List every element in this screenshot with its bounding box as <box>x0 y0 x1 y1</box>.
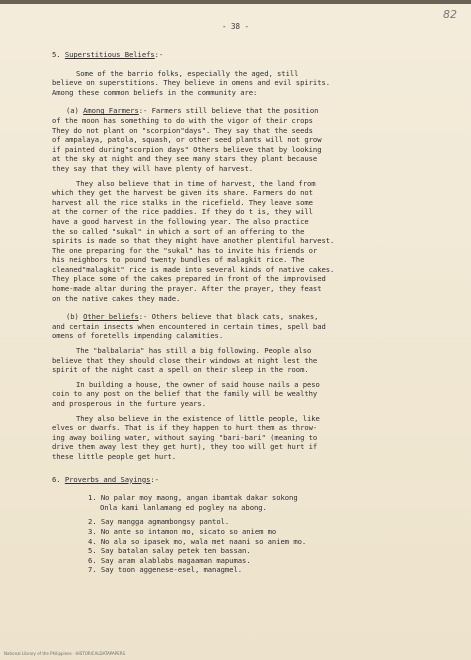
paragraph-line: They place some of the cakes prepared in front of the improvised <box>52 274 326 284</box>
paragraph-line: cleaned"malagkit" rice is made into several kinds of native cakes. <box>52 264 335 274</box>
sub-a-first-line: (a) Among Farmers:- Farmers still believe that the position <box>66 106 319 116</box>
paragraph-line: The "balbalaria" has still a big following. People also <box>76 346 312 356</box>
paragraph-line: the so called "sukal" in which a sort of an offering to the <box>52 226 305 236</box>
sub-b-first-line: (b) Other beliefs:- Others believe that black cats, snakes, <box>66 312 319 322</box>
paragraph-line: and certain insects when encountered in certain times, spell bad <box>52 321 326 331</box>
paragraph-line: In building a house, the owner of said house nails a peso <box>76 379 320 389</box>
paragraph-line: They also believe in the existence of little people, like <box>76 413 320 423</box>
page-number: - 38 - <box>221 22 250 31</box>
intro-line: Some of the barrio folks, especially the aged, still <box>76 68 299 78</box>
intro-line: Among these common beliefs in the community are: <box>52 87 258 97</box>
paragraph-line: and prosperous in the furture years. <box>52 399 206 408</box>
sub-b-title: Other beliefs <box>83 312 139 322</box>
proverb-item-continued: Onla kami lanlamang ed pogley na abong. <box>100 502 267 512</box>
archive-footer: National Library of the Philippines · HISTORICALDATAPAPERS <box>4 651 126 656</box>
paragraph-line: these little people get hurt. <box>52 451 177 461</box>
paragraph-line: ing away boiling water, without saying "bari-bari" (meaning to <box>52 432 318 442</box>
proverb-item: 4. No ala so ipasek mo, wala met naani so aniem mo. <box>88 536 307 546</box>
proverb-item: 1. No palar moy maong, angan ibamtak dakar sokong <box>88 493 298 503</box>
paragraph-line: harvest all the rice stalks in the ricefield. They leave some <box>52 197 313 207</box>
paragraph-line: spirit of the night cast a spell on their sleep in the room. <box>52 365 309 375</box>
paragraph-line: on the native cakes they made. <box>52 293 181 303</box>
paragraph-line: of ampalaya, patola, squash, or other seed plants will not grow <box>52 135 322 145</box>
sub-a-title: Among Farmers <box>83 106 139 116</box>
proverb-item: 5. Say batalan salay petek ten bassan. <box>88 546 251 556</box>
corner-page-mark: 82 <box>443 8 457 21</box>
proverb-item: 7. Say toon aggenese-esel, managmel. <box>88 565 242 575</box>
paragraph-line: coin to any post on the belief that the family will be wealthy <box>52 389 318 399</box>
section-5-heading: 5. Superstitious Beliefs:- <box>52 50 164 59</box>
paragraph-line: of the moon has something to do with the vigor of their crops <box>52 115 313 125</box>
intro-line: believe on superstitions. They believe in omens and evil spirits. <box>52 78 331 88</box>
paragraph-line: believe that they should close their windows at night lest the <box>52 355 318 365</box>
paragraph-line: elves or dwarfs. That is if they happen to hurt them as throw- <box>52 423 318 433</box>
paragraph-line: they say that they will have plenty of harvest. <box>52 163 254 173</box>
proverb-item: 6. Say aram alablabs magaaman mapumas. <box>88 555 251 565</box>
document-body <box>52 46 457 575</box>
paragraph-line: home-made altar during the prayer. After the prayer, they feast <box>52 284 322 294</box>
paragraph-line: at the corner of the rice paddies. If they do t is, they will <box>52 207 313 217</box>
proverb-item: 3. No ante so intamon mo, sicato so aniem mo <box>88 526 277 536</box>
paragraph-line: They also believe that in time of harvest, the land from <box>76 178 316 188</box>
paragraph-line: his neighbors to pound twenty bundles of malagkit rice. The <box>52 255 305 265</box>
top-edge-strip <box>0 0 471 4</box>
paragraph-line: The one preparing for the "sukal" has to invite his friends or <box>52 245 318 255</box>
section-6-title: Proverbs and Sayings <box>64 474 151 484</box>
paragraph-line: spirits is made so that they might have another plentiful harvest. <box>52 236 335 246</box>
paragraph-line: drive them away lest they get hurt), they too will get hurt if <box>52 442 318 452</box>
paragraph-line: which they get the harvest be given its share. Farmers do not <box>52 188 313 198</box>
paragraph-line: They do not plant on "scorpion"days". They say that the seeds <box>52 125 313 135</box>
section-6-heading: 6. Proverbs and Sayings:- <box>52 474 159 484</box>
paragraph-line: at the sky at night and they see many stars they plant because <box>52 154 318 164</box>
paragraph-line: have a good harvest in the following year. The also practice <box>52 216 309 226</box>
proverb-item: 2. Say mangga agmambongsy pantol. <box>88 517 230 527</box>
section-5-title: Superstitious Beliefs <box>64 50 155 59</box>
paragraph-line: if painted during"scorpion days" Others believe that by looking <box>52 144 322 154</box>
paragraph-line: omens of foretells impending calamities. <box>52 331 224 341</box>
